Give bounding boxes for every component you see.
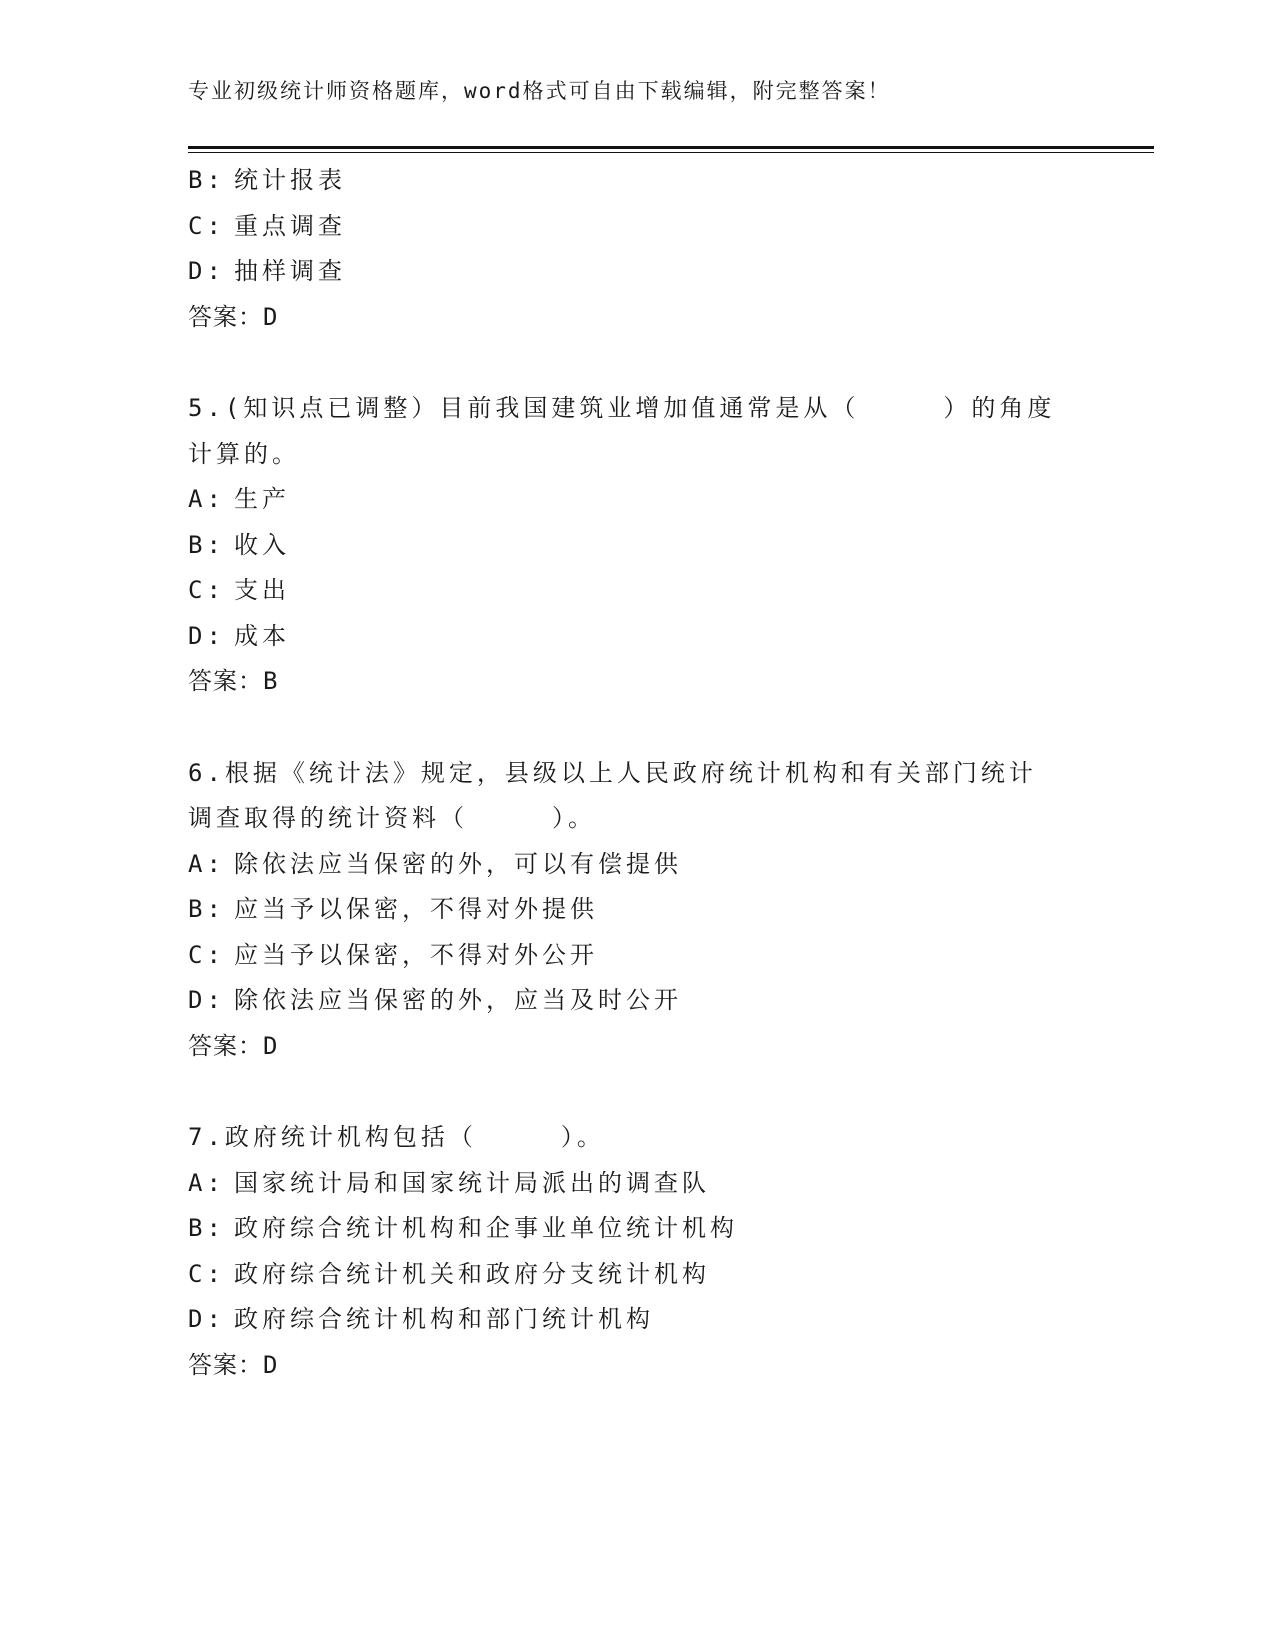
header-rule-thin xyxy=(188,152,1154,153)
page-header: 专业初级统计师资格题库，word格式可自由下载编辑，附完整答案！ xyxy=(188,79,891,103)
option-text: 统计报表 xyxy=(234,166,346,194)
option-prefix: D: xyxy=(188,986,225,1014)
option-line xyxy=(188,1161,1088,1207)
option-line xyxy=(188,523,1088,569)
answer-value: D xyxy=(263,1350,279,1379)
question-block-5 xyxy=(188,386,1088,705)
option-line xyxy=(188,1206,1088,1252)
answer-value: D xyxy=(263,1031,279,1060)
question-stem: 计算的。 xyxy=(188,439,300,468)
option-text: 重点调查 xyxy=(234,211,346,240)
option-line xyxy=(188,887,1088,933)
question-stem: 5.(知识点已调整）目前我国建筑业增加值通常是从（ ）的角度 xyxy=(188,394,1056,422)
option-prefix: B: xyxy=(188,1214,225,1242)
spacer xyxy=(188,705,1088,751)
spacer xyxy=(188,340,1088,386)
answer-line xyxy=(188,1024,1088,1070)
option-text: 除依法应当保密的外，应当及时公开 xyxy=(234,986,682,1014)
option-prefix: B: xyxy=(188,530,225,559)
option-line xyxy=(188,933,1088,979)
option-prefix: A: xyxy=(188,485,225,513)
option-prefix: D: xyxy=(188,621,225,650)
header-rule xyxy=(188,146,1154,149)
question-list xyxy=(188,158,1088,1388)
question-block-partial xyxy=(188,158,1088,340)
answer-line xyxy=(188,659,1088,705)
question-block-7 xyxy=(188,1115,1088,1388)
answer-label: 答案： xyxy=(188,667,263,695)
option-prefix: C: xyxy=(188,940,225,969)
option-line xyxy=(188,1252,1088,1298)
option-prefix: D: xyxy=(188,257,225,285)
answer-line xyxy=(188,295,1088,341)
option-line xyxy=(188,842,1088,888)
question-stem: 7.政府统计机构包括（ ）。 xyxy=(188,1123,605,1151)
option-text: 成本 xyxy=(234,621,290,650)
option-text: 除依法应当保密的外，可以有偿提供 xyxy=(234,849,682,878)
question-stem: 调查取得的统计资料（ ）。 xyxy=(188,804,596,832)
option-text: 支出 xyxy=(234,576,290,604)
option-line xyxy=(188,204,1088,250)
option-line xyxy=(188,477,1088,523)
answer-label: 答案： xyxy=(188,1031,263,1060)
option-line xyxy=(188,978,1088,1024)
answer-label: 答案： xyxy=(188,1350,263,1379)
question-stem: 6.根据《统计法》规定，县级以上人民政府统计机构和有关部门统计 xyxy=(188,758,1037,787)
option-line xyxy=(188,614,1088,660)
option-text: 政府综合统计机构和企事业单位统计机构 xyxy=(234,1214,738,1242)
answer-value: D xyxy=(263,302,279,331)
option-line xyxy=(188,158,1088,204)
answer-line xyxy=(188,1343,1088,1389)
option-text: 国家统计局和国家统计局派出的调查队 xyxy=(234,1168,710,1197)
question-block-6 xyxy=(188,751,1088,1070)
option-prefix: C: xyxy=(188,576,225,604)
option-text: 抽样调查 xyxy=(234,257,346,285)
option-prefix: B: xyxy=(188,166,225,194)
option-prefix: D: xyxy=(188,1305,225,1333)
option-line xyxy=(188,568,1088,614)
spacer xyxy=(188,1069,1088,1115)
option-text: 政府综合统计机构和部门统计机构 xyxy=(234,1305,654,1333)
option-text: 政府综合统计机关和政府分支统计机构 xyxy=(234,1259,710,1288)
answer-label: 答案： xyxy=(188,302,263,331)
option-prefix: A: xyxy=(188,849,225,878)
option-prefix: C: xyxy=(188,1259,225,1288)
option-prefix: A: xyxy=(188,1168,225,1197)
option-text: 应当予以保密，不得对外提供 xyxy=(234,895,598,923)
option-text: 应当予以保密，不得对外公开 xyxy=(234,940,598,969)
option-prefix: B: xyxy=(188,895,225,923)
option-text: 收入 xyxy=(234,530,290,559)
option-text: 生产 xyxy=(234,485,290,513)
option-line xyxy=(188,249,1088,295)
option-line xyxy=(188,1297,1088,1343)
option-prefix: C: xyxy=(188,211,225,240)
answer-value: B xyxy=(263,667,279,695)
